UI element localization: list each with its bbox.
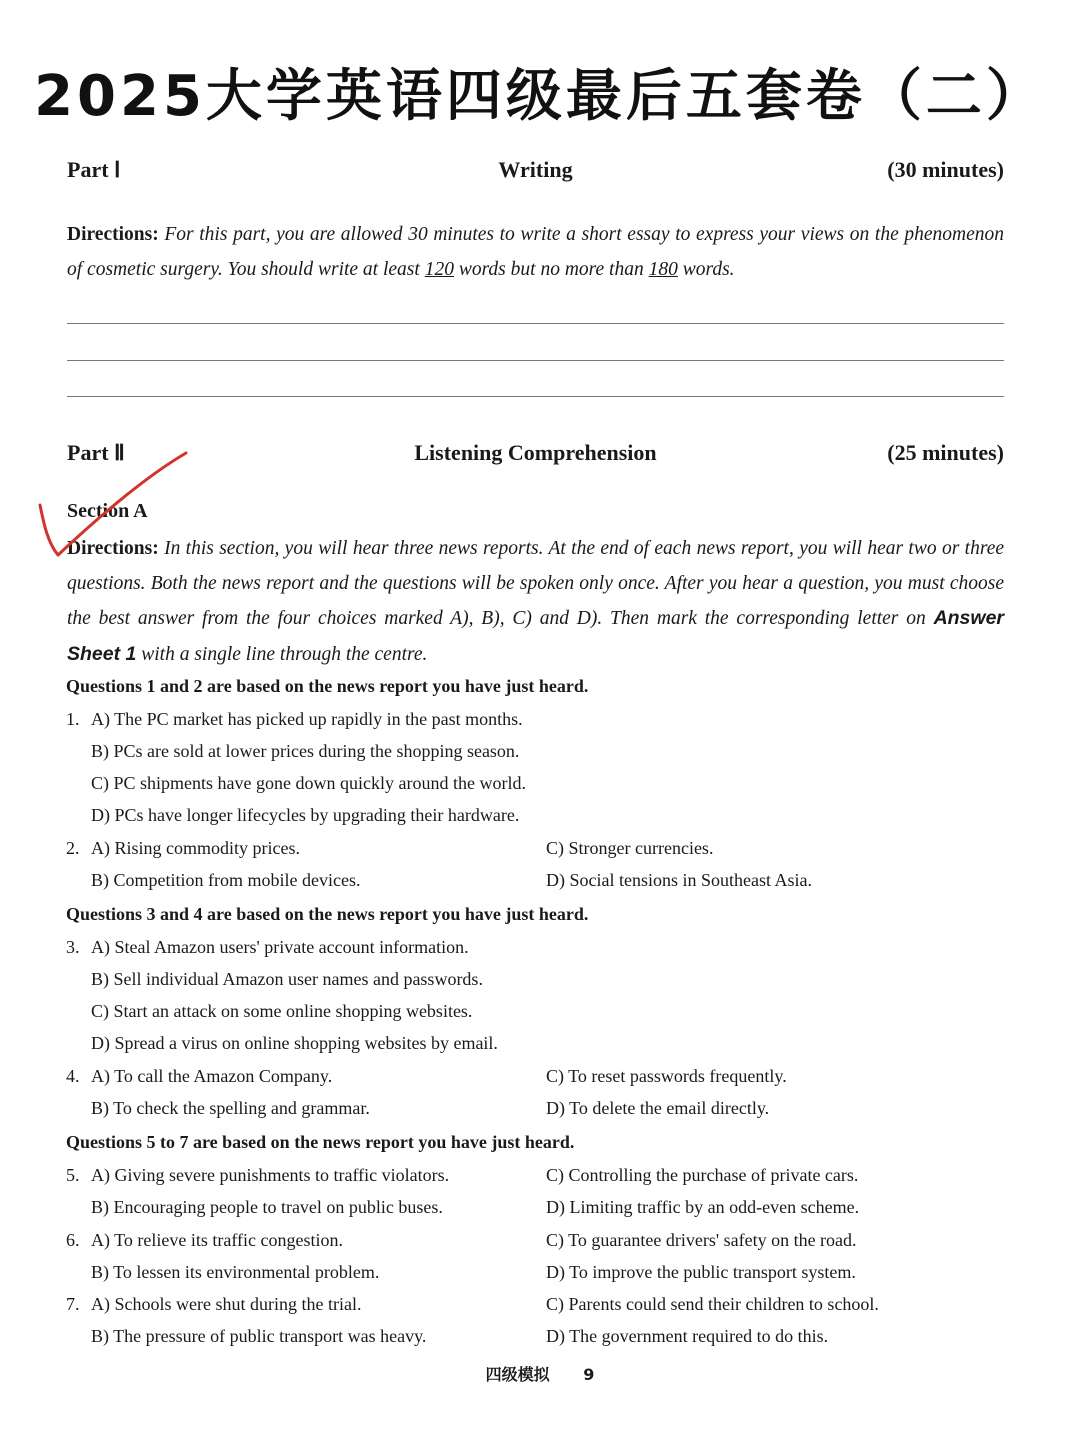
question-group-heading: Questions 1 and 2 are based on the news report you have just heard.: [66, 676, 589, 696]
part1-time: (30 minutes): [887, 157, 1004, 182]
q7-option-d: D) The government required to do this.: [546, 1326, 829, 1346]
part1-directions-text-b: words but no more than: [458, 258, 644, 280]
q6-option-c: C) To guarantee drivers' safety on the road.: [546, 1230, 857, 1250]
q7-option-a: A) Schools were shut during the trial.: [91, 1294, 362, 1314]
question-number: 5.: [66, 1165, 80, 1185]
question-group-heading: Questions 5 to 7 are based on the news report you have just heard.: [66, 1132, 575, 1152]
q5-option-c: C) Controlling the purchase of private cars.: [546, 1165, 859, 1185]
part1-directions: [67, 218, 1004, 287]
q5-option-d: D) Limiting traffic by an odd-even scheme.: [546, 1197, 860, 1217]
part2-directions-label: Directions:: [67, 538, 159, 559]
q2-option-a: A) Rising commodity prices.: [91, 838, 300, 858]
page-number: 9: [583, 1365, 595, 1384]
question-number: 2.: [66, 838, 80, 858]
part2-directions-text-a: In this section, you will hear three news reports. At the end of each news report, you will hear two or three questions. Both the news report and the questions will be spoken only once. After you hear a question, you must choose the best answer from the four choices marked A), B), C) and D). Then mark the corresponding letter on: [67, 538, 1005, 629]
q7-option-c: C) Parents could send their children to school.: [546, 1294, 879, 1314]
part1-label: Part Ⅰ: [67, 157, 121, 182]
q1-option-a: A) The PC market has picked up rapidly in the past months.: [91, 709, 523, 729]
part1-directions-label: Directions:: [67, 224, 159, 245]
question-number: 4.: [66, 1066, 80, 1086]
q4-option-b: B) To check the spelling and grammar.: [91, 1098, 370, 1118]
footer-label: 四级模拟: [485, 1365, 550, 1384]
q5-option-a: A) Giving severe punishments to traffic violators.: [91, 1165, 450, 1185]
answer-line-1: [67, 323, 1004, 324]
q3-option-b: B) Sell individual Amazon user names and passwords.: [91, 969, 483, 989]
q6-option-a: A) To relieve its traffic congestion.: [91, 1230, 343, 1250]
q1-option-b: B) PCs are sold at lower prices during the shopping season.: [91, 741, 520, 761]
q1-option-d: D) PCs have longer lifecycles by upgrading their hardware.: [91, 805, 520, 825]
checkmark-icon: [30, 445, 200, 565]
question-group-heading: Questions 3 and 4 are based on the news report you have just heard.: [66, 904, 589, 924]
answer-line-3: [67, 396, 1004, 397]
q2-option-c: C) Stronger currencies.: [546, 838, 714, 858]
part2-directions-text-b: with a single line through the centre.: [141, 643, 428, 665]
part2-header: [67, 440, 1004, 474]
section-a-label: Section A: [67, 500, 148, 522]
part1-name: Writing: [498, 157, 573, 182]
q4-option-a: A) To call the Amazon Company.: [91, 1066, 333, 1086]
part2-name: Listening Comprehension: [414, 440, 657, 465]
part1-min-words: 120: [424, 258, 454, 280]
q6-option-d: D) To improve the public transport system.: [546, 1262, 856, 1282]
part1-directions-text-a: For this part, you are allowed 30 minutes to write a short essay to express your views on the phenomenon of cosmetic surgery. You should write at least: [67, 224, 1005, 280]
part1-max-words: 180: [648, 258, 678, 280]
q2-option-d: D) Social tensions in Southeast Asia.: [546, 870, 812, 890]
page-title: 2025大学英语四级最后五套卷（二）: [34, 64, 1046, 129]
q4-option-d: D) To delete the email directly.: [546, 1098, 770, 1118]
q6-option-b: B) To lessen its environmental problem.: [91, 1262, 380, 1282]
question-number: 7.: [66, 1294, 80, 1314]
part2-label: Part Ⅱ: [67, 440, 125, 465]
question-number: 6.: [66, 1230, 80, 1250]
q7-option-b: B) The pressure of public transport was heavy.: [91, 1326, 427, 1346]
q5-option-b: B) Encouraging people to travel on public buses.: [91, 1197, 443, 1217]
q3-option-d: D) Spread a virus on online shopping websites by email.: [91, 1033, 498, 1053]
q3-option-c: C) Start an attack on some online shopping websites.: [91, 1001, 473, 1021]
question-number: 3.: [66, 937, 80, 957]
question-number: 1.: [66, 709, 80, 729]
q1-option-c: C) PC shipments have gone down quickly around the world.: [91, 773, 526, 793]
answer-line-2: [67, 360, 1004, 361]
part2-directions: [67, 532, 1004, 672]
part1-header: [67, 157, 1004, 191]
answer-sheet-label: Answer Sheet 1: [67, 607, 1005, 665]
q4-option-c: C) To reset passwords frequently.: [546, 1066, 787, 1086]
q2-option-b: B) Competition from mobile devices.: [91, 870, 361, 890]
part2-time: (25 minutes): [887, 440, 1004, 465]
page-footer: [0, 1362, 1080, 1385]
q3-option-a: A) Steal Amazon users' private account information.: [91, 937, 469, 957]
part1-directions-text-c: words.: [682, 258, 735, 280]
